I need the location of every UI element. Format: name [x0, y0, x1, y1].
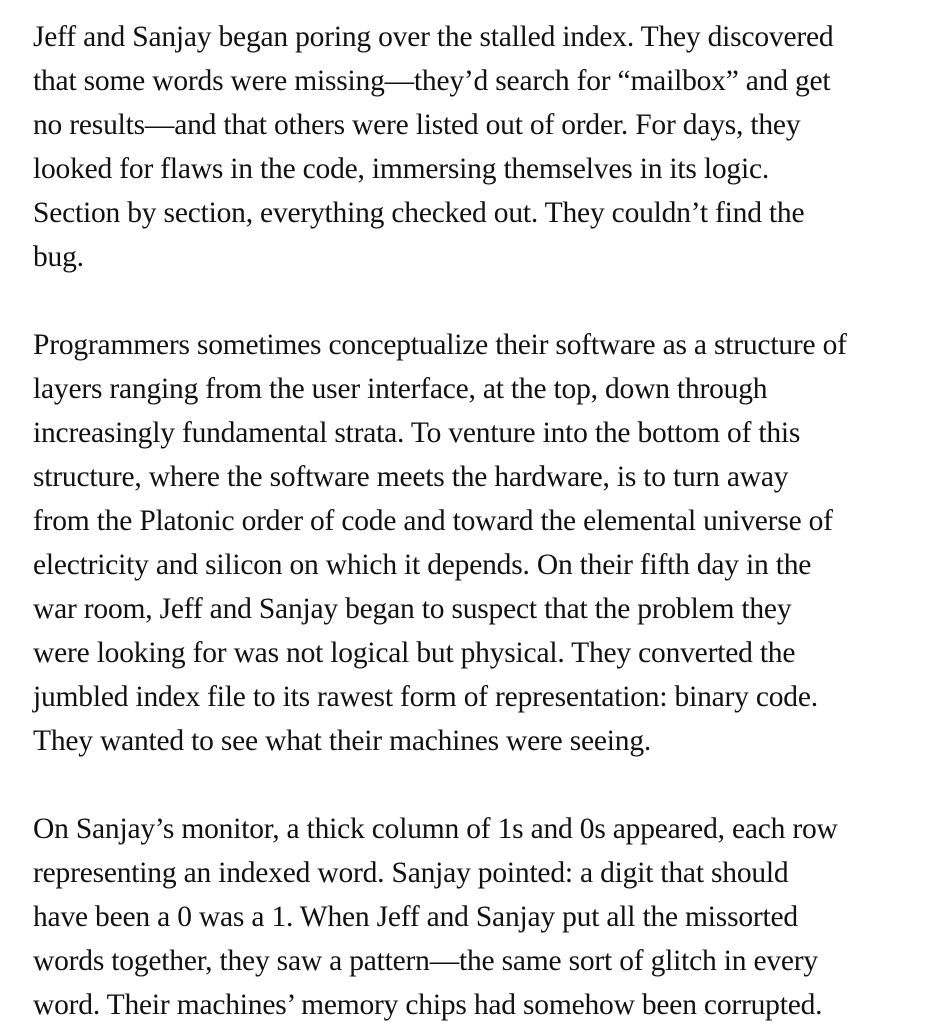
text-line: bug.: [33, 241, 84, 273]
text-line: from the Platonic order of code and toward the elemental universe of: [33, 505, 833, 537]
text-line: words together, they saw a pattern—the same sort of glitch in every: [33, 945, 818, 977]
text-line: increasingly fundamental strata. To venture into the bottom of this: [33, 417, 801, 449]
text-line: were looking for was not logical but physical. They converted the: [33, 637, 796, 669]
paragraph-3: [33, 807, 928, 1027]
paragraph-2: [33, 323, 928, 763]
text-line: jumbled index file to its rawest form of representation: binary code.: [33, 681, 818, 713]
text-line: Section by section, everything checked out. They couldn’t find the: [33, 197, 805, 229]
text-line: have been a 0 was a 1. When Jeff and Sanjay put all the missorted: [33, 901, 798, 933]
text-line: word. Their machines’ memory chips had somehow been corrupted.: [33, 989, 823, 1021]
text-line: war room, Jeff and Sanjay began to suspect that the problem they: [33, 593, 792, 625]
text-line: layers ranging from the user interface, at the top, down through: [33, 373, 768, 405]
text-line: Programmers sometimes conceptualize their software as a structure of: [33, 329, 847, 361]
text-line: representing an indexed word. Sanjay pointed: a digit that should: [33, 857, 789, 889]
text-line: Jeff and Sanjay began poring over the stalled index. They discovered: [33, 21, 834, 53]
text-line: On Sanjay’s monitor, a thick column of 1s and 0s appeared, each row: [33, 813, 838, 845]
text-line: They wanted to see what their machines were seeing.: [33, 725, 652, 757]
text-line: no results—and that others were listed out of order. For days, they: [33, 109, 801, 141]
article-body: [33, 15, 928, 1027]
text-line: electricity and silicon on which it depends. On their fifth day in the: [33, 549, 812, 581]
paragraph-1: [33, 15, 928, 279]
text-line: that some words were missing—they’d search for “mailbox” and get: [33, 65, 831, 97]
text-line: structure, where the software meets the hardware, is to turn away: [33, 461, 789, 493]
text-line: looked for flaws in the code, immersing themselves in its logic.: [33, 153, 770, 185]
